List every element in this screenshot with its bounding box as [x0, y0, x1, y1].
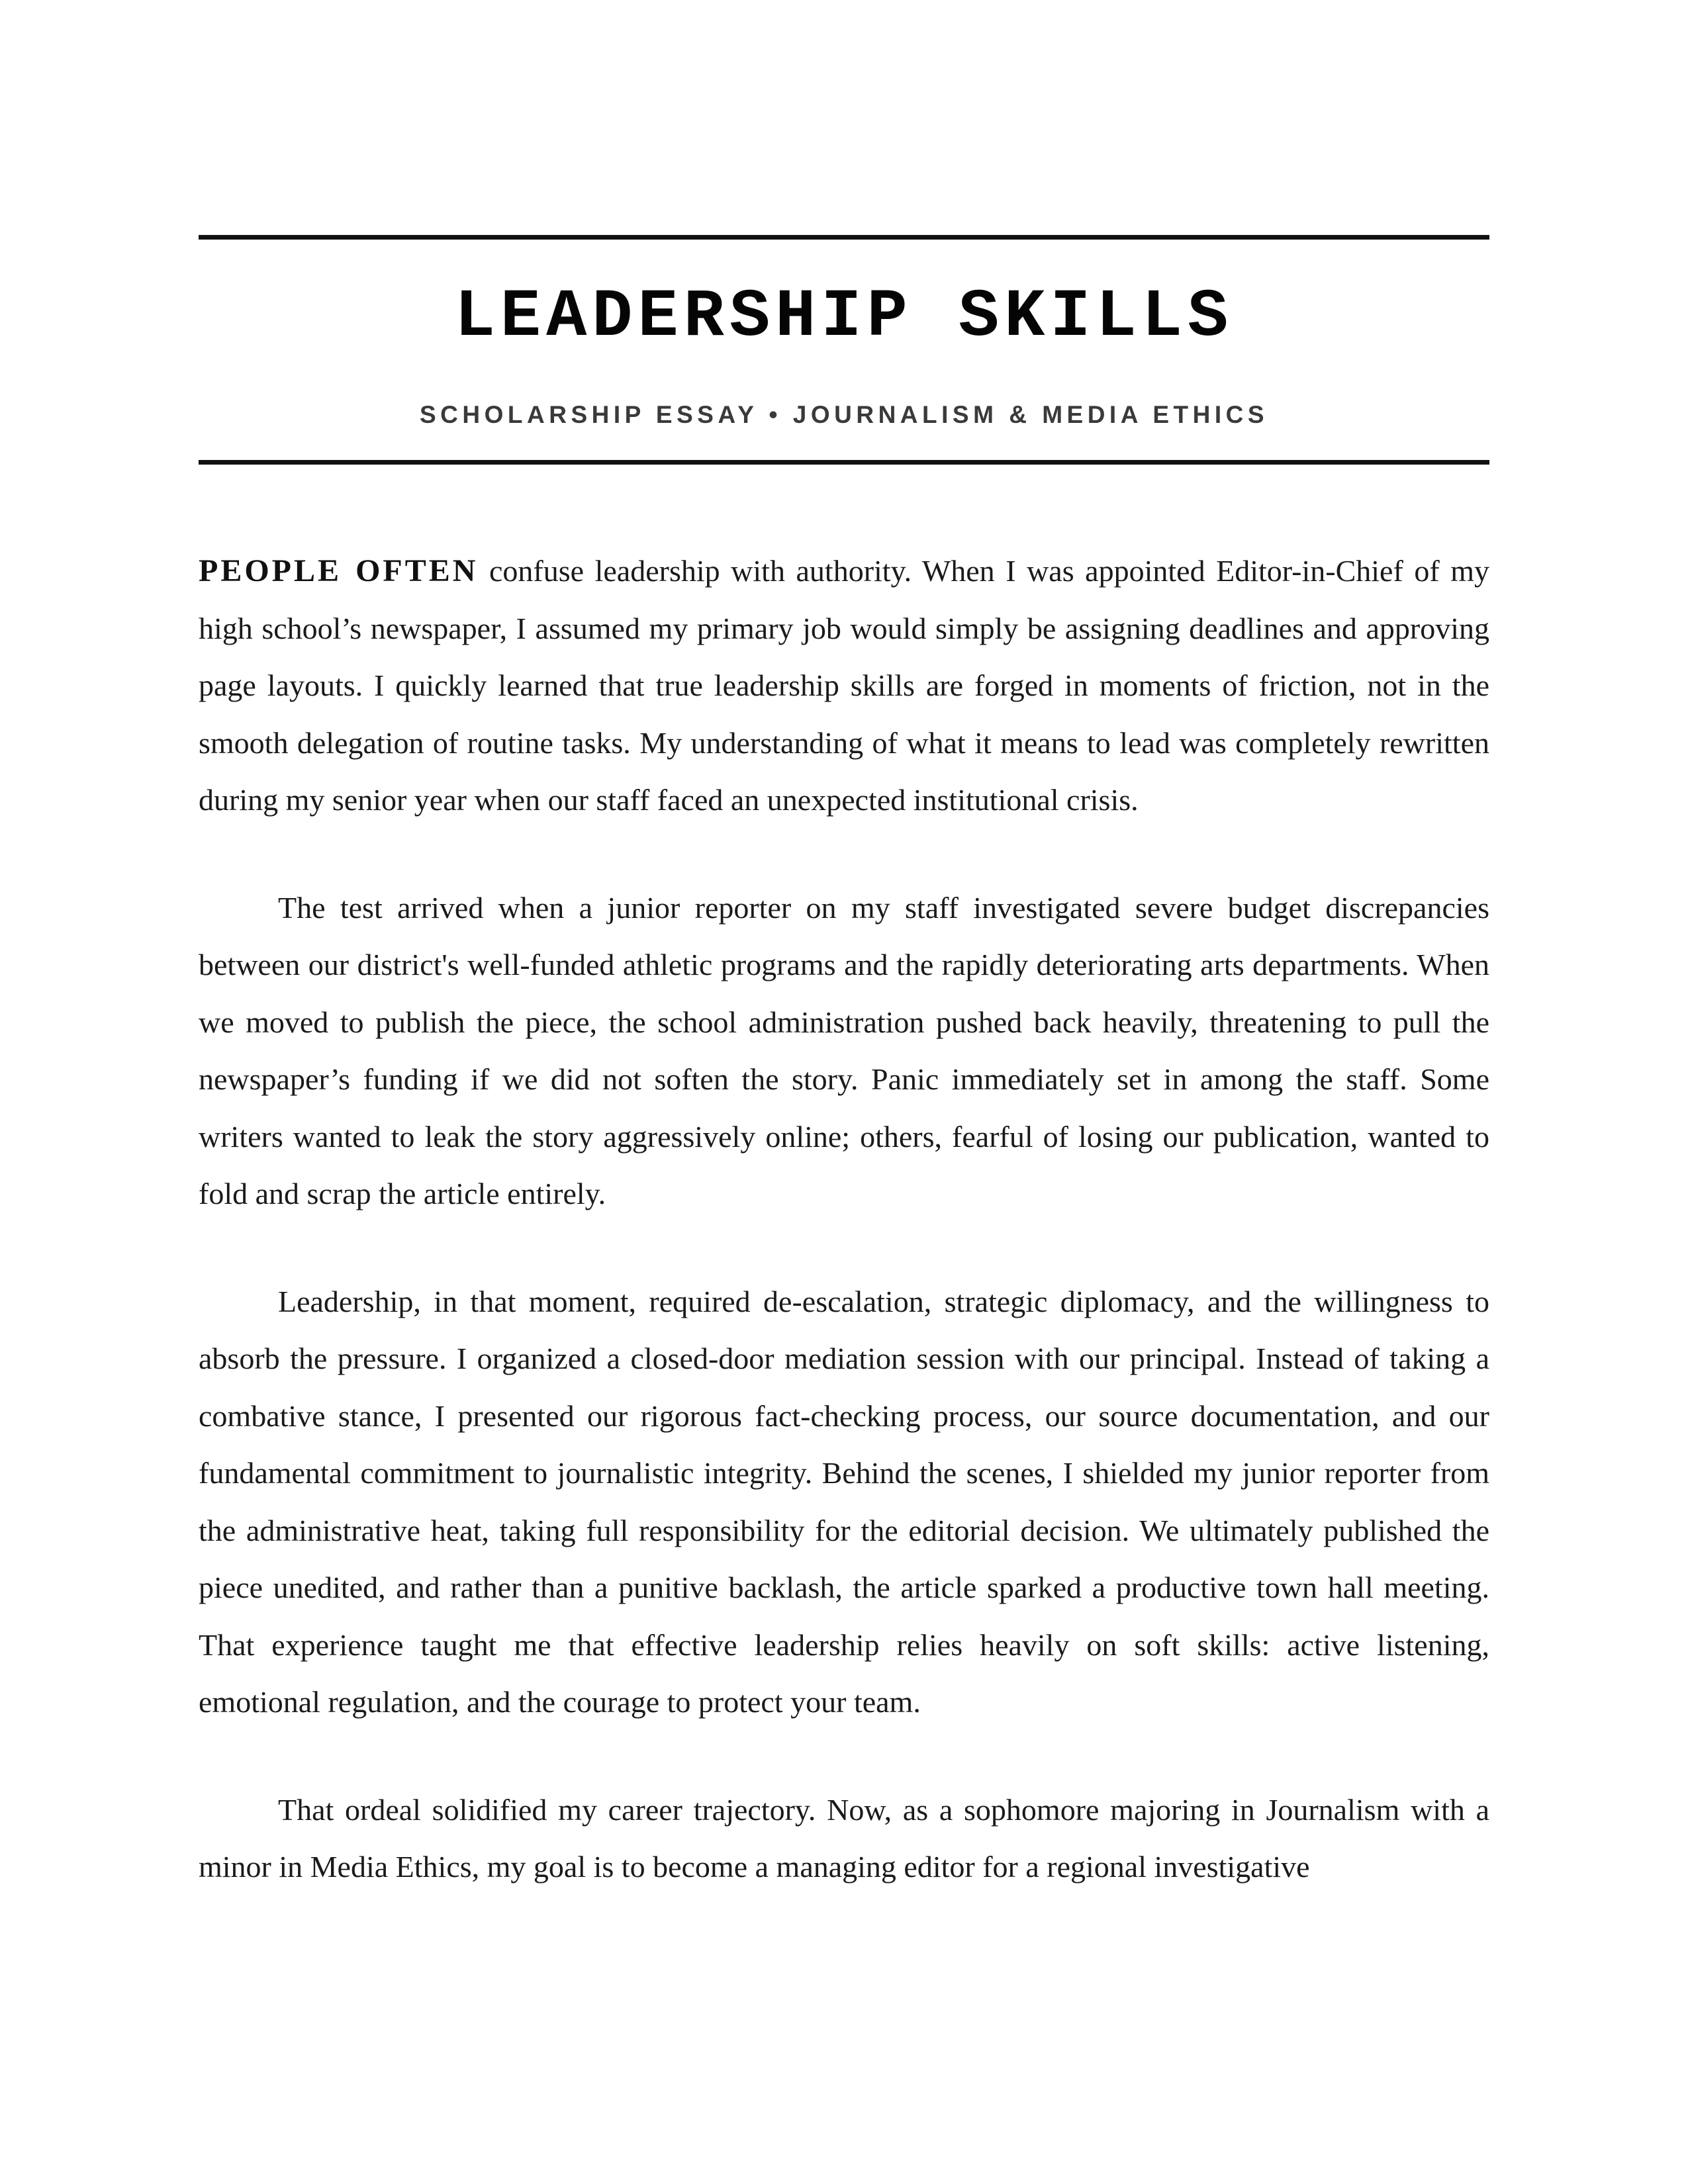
paragraph-1: [199, 543, 1489, 829]
lead-in-text: PEOPLE OFTEN: [199, 553, 479, 588]
paragraph-2: The test arrived when a junior reporter on my staff investigated severe budget discrepancies between our district's well-funded athletic programs and the rapidly deteriorating arts departments. When we moved to publish the piece, the school administration pushed back heavily, threatening to pull the newspaper’s funding if we did not soften the story. Panic immediately set in among the staff. Some writers wanted to leak the story aggressively online; others, fearful of losing our publication, wanted to fold and scrap the article entirely.: [199, 890, 1489, 1210]
paragraph-1-text: confuse leadership with authority. When I was appointed Editor-in-Chief of my high school’s newspaper, I assumed my primary job would simply be assigning deadlines and approving page layouts. I quickly learned that true leadership skills are forged in moments of friction, not in the smooth delegation of routine tasks. My understanding of what it means to lead was completely rewritten during my senior year when our staff faced an unexpected institutional crisis.: [199, 554, 1490, 817]
essay-body: [199, 543, 1489, 1896]
top-rule: [199, 235, 1489, 240]
document-title: LEADERSHIP SKILLS: [454, 279, 1234, 355]
paragraph-4: That ordeal solidified my career trajectory. Now, as a sophomore majoring in Journalism with a minor in Media Ethics, my goal is to become a managing editor for a regional investigative: [199, 1792, 1489, 1884]
document-subtitle: SCHOLARSHIP ESSAY • JOURNALISM & MEDIA ETHICS: [420, 401, 1268, 428]
paragraph-3: Leadership, in that moment, required de-escalation, strategic diplomacy, and the willingness to absorb the pressure. I organized a closed-door mediation session with our principal. Instead of taking a combative stance, I presented our rigorous fact-checking process, our source documentation, and our fundamental commitment to journalistic integrity. Behind the scenes, I shielded my junior reporter from the administrative heat, taking full responsibility for the editorial decision. We ultimately published the piece unedited, and rather than a punitive backlash, the article sparked a productive town hall meeting. That experience taught me that effective leadership relies heavily on soft skills: active listening, emotional regulation, and the courage to protect your team.: [199, 1284, 1489, 1719]
bottom-rule: [199, 460, 1489, 465]
document-page: [199, 235, 1489, 1946]
